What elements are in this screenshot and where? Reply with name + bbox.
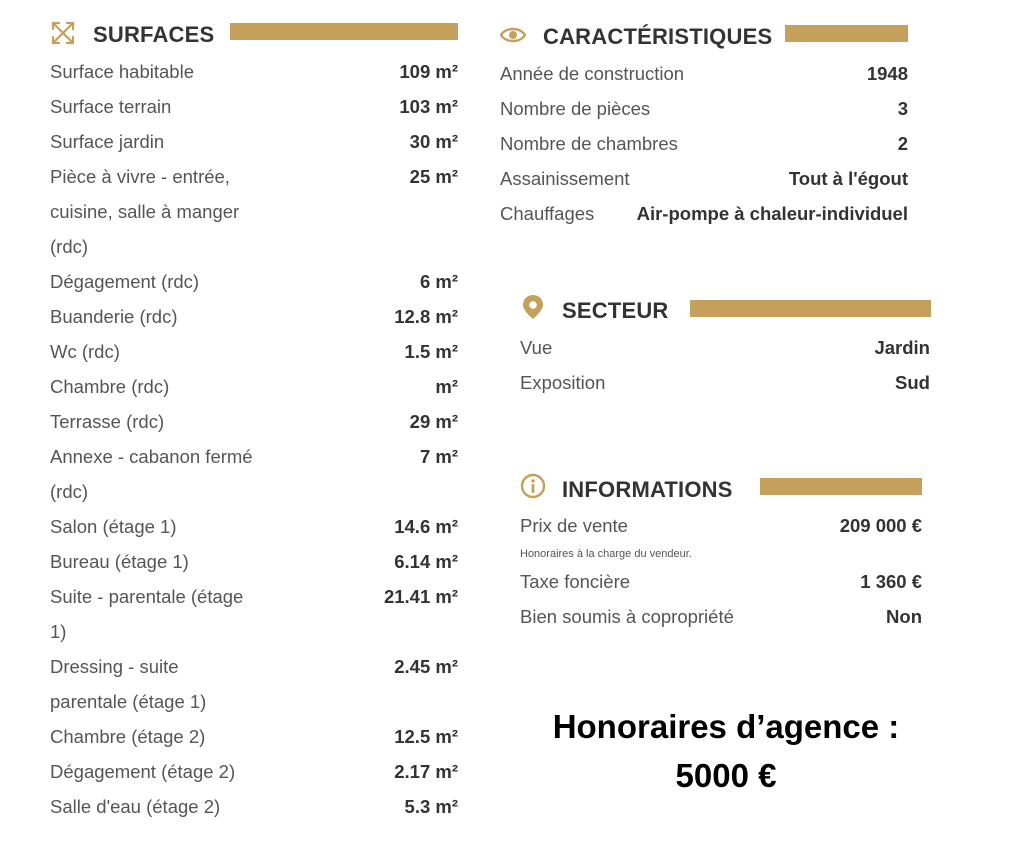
row-value: 12.8 m² xyxy=(394,306,458,327)
row-label: Chambre (étage 2) xyxy=(50,726,206,747)
caracteristiques-header xyxy=(500,16,908,56)
row-label: Annexe - cabanon fermé (rdc) xyxy=(50,446,253,502)
row-value: 2 xyxy=(897,133,908,154)
row-label: Surface terrain xyxy=(50,96,172,117)
row-value: m² xyxy=(435,376,458,397)
secteur-title: SECTEUR xyxy=(562,298,669,323)
row-value: 3 xyxy=(897,98,908,119)
secteur-section xyxy=(520,290,930,393)
row-value: 209 000 € xyxy=(839,515,922,536)
row-value: 2.45 m² xyxy=(394,656,458,677)
row-label: Nombre de pièces xyxy=(500,98,651,119)
row-value: 1.5 m² xyxy=(404,341,458,362)
informations-title: INFORMATIONS xyxy=(562,477,733,502)
secteur-header xyxy=(520,290,930,330)
agency-fees xyxy=(500,702,952,800)
row-label: Salle d'eau (étage 2) xyxy=(50,796,221,817)
row-value: Sud xyxy=(895,372,930,393)
fees-note: Honoraires à la charge du vendeur. xyxy=(520,548,692,560)
agency-fees-amount: 5000 € xyxy=(675,757,777,794)
row-value: Jardin xyxy=(874,337,930,358)
row-value: 103 m² xyxy=(399,96,458,117)
row-value: 1948 xyxy=(866,63,908,84)
row-value: 109 m² xyxy=(399,61,458,82)
row-value: 7 m² xyxy=(419,446,458,467)
row-label: Surface habitable xyxy=(50,61,194,82)
secteur-accent-bar xyxy=(690,300,931,317)
informations-section xyxy=(520,468,922,627)
surfaces-section xyxy=(50,14,460,817)
row-label: Exposition xyxy=(520,372,606,393)
row-label: Chauffages xyxy=(500,203,595,224)
row-label: Bien soumis à copropriété xyxy=(520,606,734,627)
row-value: 14.6 m² xyxy=(394,516,458,537)
row-label: Nombre de chambres xyxy=(500,133,678,154)
surfaces-accent-bar xyxy=(230,23,458,40)
crossed-arrows-icon xyxy=(50,20,76,46)
row-label: Prix de vente xyxy=(520,515,628,536)
row-value: Non xyxy=(886,606,922,627)
caracteristiques-accent-bar xyxy=(785,25,908,42)
row-label: Vue xyxy=(520,337,553,358)
row-label: Année de construction xyxy=(500,63,685,84)
row-value: 21.41 m² xyxy=(383,586,458,607)
caracteristiques-title: CARACTÉRISTIQUES xyxy=(543,24,773,49)
caracteristiques-section xyxy=(500,16,908,224)
row-label: Buanderie (rdc) xyxy=(50,306,178,327)
agency-fees-label: Honoraires d’agence : xyxy=(552,708,900,745)
row-value: Tout à l'égout xyxy=(788,168,908,189)
row-label: Salon (étage 1) xyxy=(50,516,177,537)
surfaces-title: SURFACES xyxy=(93,22,215,47)
row-label: Chambre (rdc) xyxy=(50,376,170,397)
row-value: Air-pompe à chaleur-individuel xyxy=(636,203,908,224)
informations-header xyxy=(520,468,922,508)
row-value: 6 m² xyxy=(419,271,458,292)
eye-icon xyxy=(500,22,526,48)
row-value: 30 m² xyxy=(409,131,458,152)
row-label: Wc (rdc) xyxy=(50,341,120,362)
row-label: Dégagement (étage 2) xyxy=(50,761,236,782)
row-value: 6.14 m² xyxy=(394,551,458,572)
row-label: Dressing - suite parentale (étage 1) xyxy=(50,656,207,712)
row-value: 1 360 € xyxy=(860,571,922,592)
row-label: Dégagement (rdc) xyxy=(50,271,200,292)
surfaces-header xyxy=(50,14,460,54)
row-value: 5.3 m² xyxy=(404,796,458,817)
row-label: Suite - parentale (étage 1) xyxy=(50,586,244,642)
info-icon xyxy=(520,473,546,499)
location-pin-icon xyxy=(520,294,546,320)
row-value: 12.5 m² xyxy=(394,726,458,747)
row-value: 2.17 m² xyxy=(394,761,458,782)
row-label: Assainissement xyxy=(500,168,630,189)
row-label: Surface jardin xyxy=(50,131,165,152)
row-value: 29 m² xyxy=(409,411,458,432)
row-value: 25 m² xyxy=(409,166,458,187)
row-label: Bureau (étage 1) xyxy=(50,551,189,572)
row-label: Taxe foncière xyxy=(520,571,631,592)
row-label: Terrasse (rdc) xyxy=(50,411,165,432)
row-label: Pièce à vivre - entrée, cuisine, salle à manger (rdc) xyxy=(50,166,240,257)
informations-accent-bar xyxy=(760,478,922,495)
